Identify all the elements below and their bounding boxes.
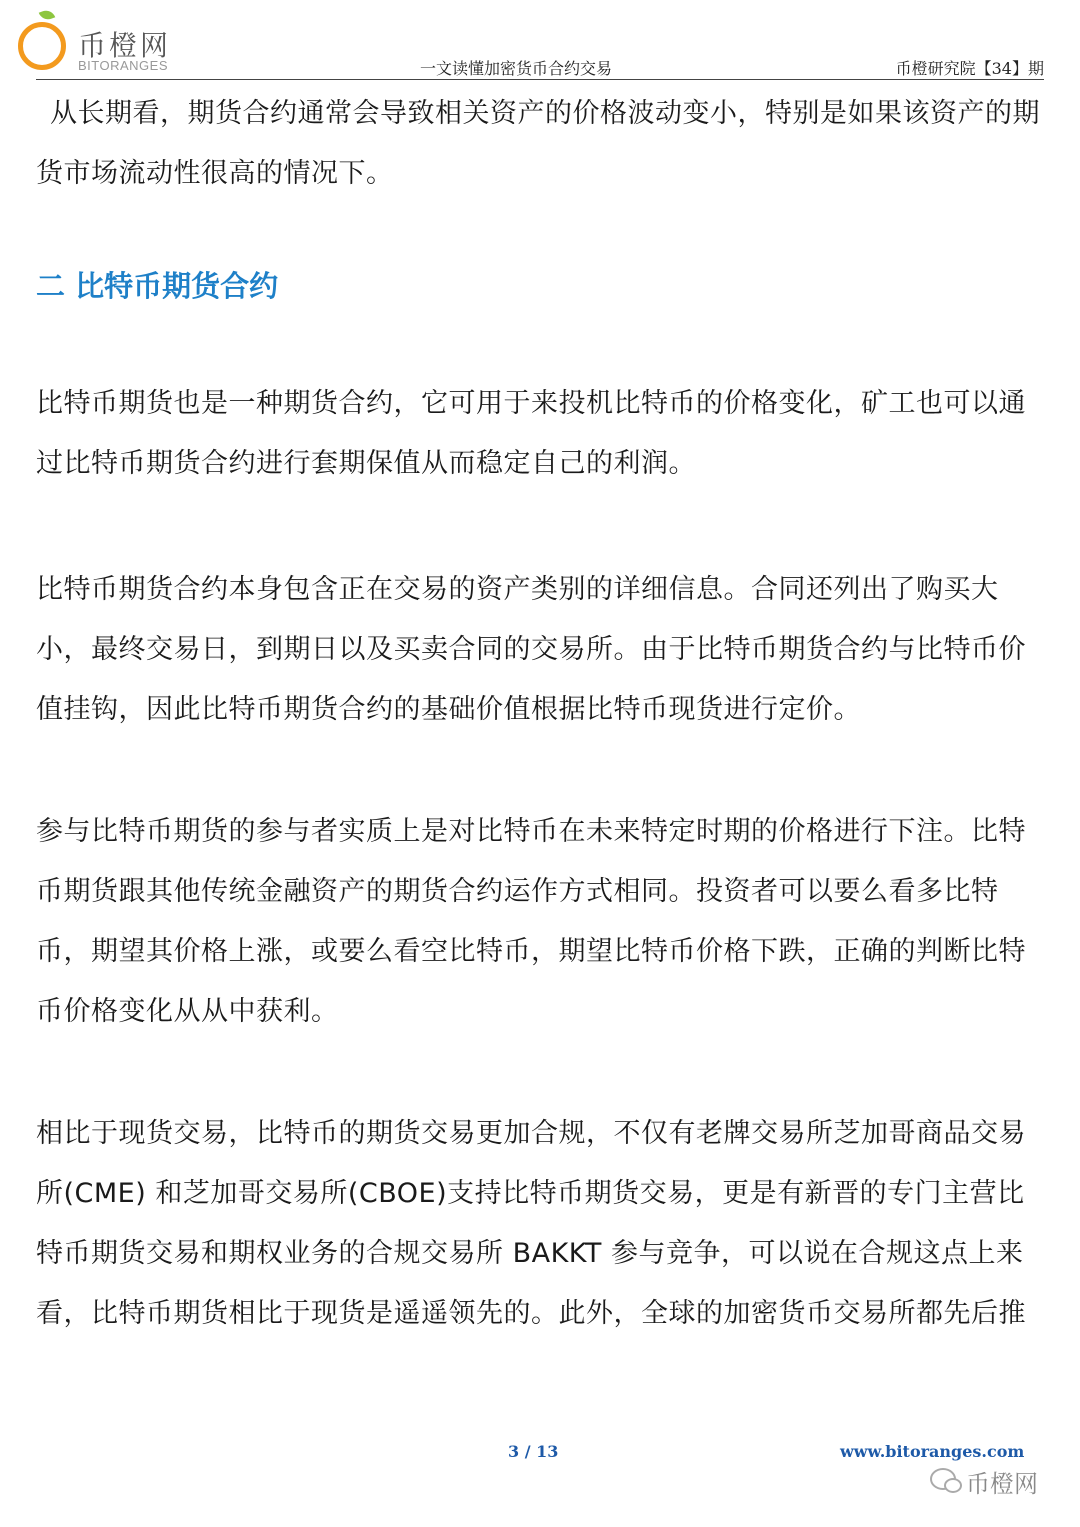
paragraph-3: 比特币期货合约本身包含正在交易的资产类别的详细信息。合同还列出了购买大小，最终交易日，到期日以及买卖合同的交易所。由于比特币期货合约与比特币价值挂钩，因此比特币期货合约的基础价值根据比特币现货进行定价。 xyxy=(36,574,1026,725)
leaf-icon xyxy=(39,8,56,22)
orange-ring-icon xyxy=(18,22,66,70)
paragraph-2: 比特币期货也是一种期货合约，它可用于来投机比特币的价格变化，矿工也可以通过比特币期货合约进行套期保值从而稳定自己的利润。 xyxy=(36,388,1026,479)
document-title: 一文读懂加密货币合约交易 xyxy=(420,59,613,78)
logo-chinese-text: 币橙网 xyxy=(78,29,172,62)
issue-label: 币橙研究院【34】期 xyxy=(895,59,1044,78)
website-link[interactable]: www.bitoranges.com xyxy=(840,1442,1025,1461)
watermark-text: 币橙网 xyxy=(966,1470,1038,1498)
paragraph-5: 相比于现货交易，比特币的期货交易更加合规，不仅有老牌交易所芝加哥商品交易所(CME) 和芝加哥交易所(CBOE)支持比特币期货交易，更是有新晋的专门主营比特币期货交易和期权业务的合规交易所 BAKKT 参与竞争，可以说在合规这点上来看，比特币期货相比于现货是遥遥领先的。此外，全球的加密货币交易所都先后推 xyxy=(36,1118,1026,1329)
paragraph-1: 从长期看，期货合约通常会导致相关资产的价格波动变小，特别是如果该资产的期货市场流动性很高的情况下。 xyxy=(36,98,1040,189)
page-number: 3 / 13 xyxy=(508,1442,559,1461)
header-divider xyxy=(36,79,1044,80)
logo-english-text: BITORANGES xyxy=(78,58,169,73)
section-heading: 二 比特币期货合约 xyxy=(36,269,279,303)
page-header xyxy=(0,0,1080,82)
bitoranges-logo xyxy=(14,6,184,76)
paragraph-4: 参与比特币期货的参与者实质上是对比特币在未来特定时期的价格进行下注。比特币期货跟其他传统金融资产的期货合约运作方式相同。投资者可以要么看多比特币，期望其价格上涨，或要么看空比特币，期望比特币价格下跌，正确的判断比特币价格变化从从中获利。 xyxy=(36,816,1026,1027)
wechat-icon xyxy=(930,1468,956,1490)
